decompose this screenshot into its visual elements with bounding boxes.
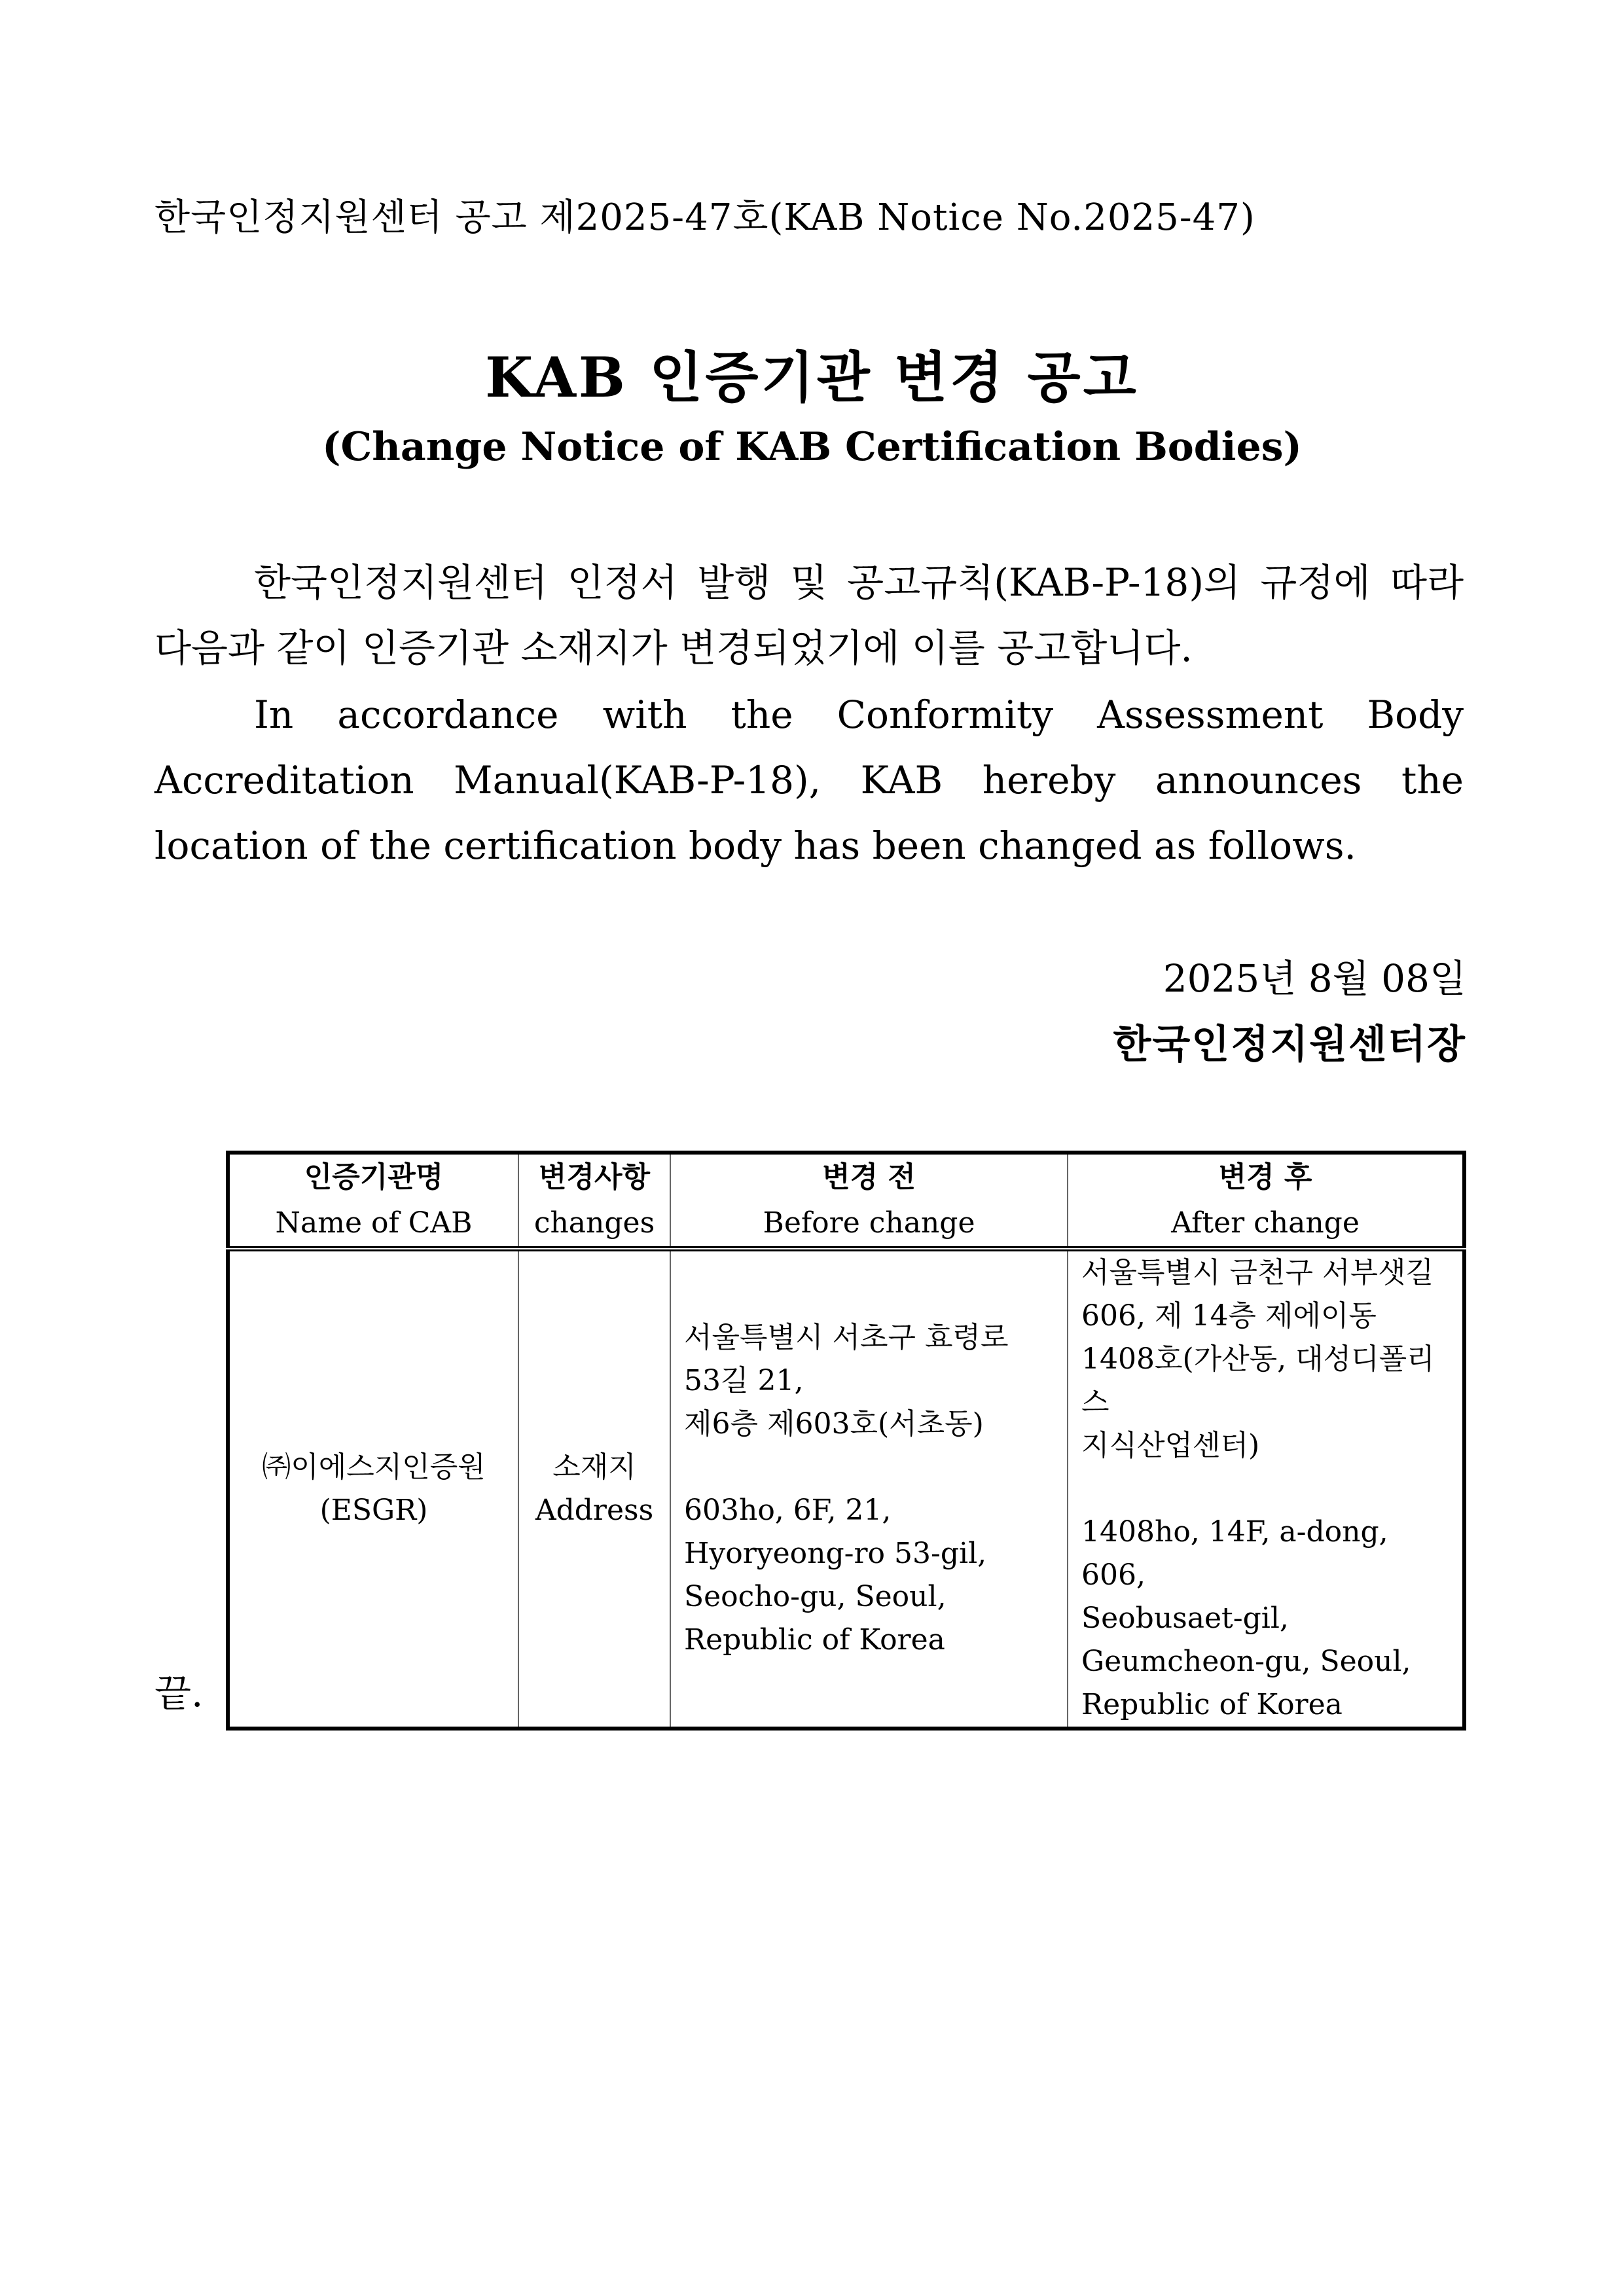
header-changes: 변경사항 changes — [518, 1153, 670, 1249]
change-table — [226, 1151, 1466, 1731]
notice-number: 한국인정지원센터 공고 제2025-47호(KAB Notice No.2025-47) — [154, 196, 1255, 239]
table-row — [228, 1249, 1464, 1729]
english-paragraph-text: In accordance with the Conformity Assessment Body Accreditation Manual(KAB-P-18), KAB hereby announces the location of the certification body has been changed as follows. — [154, 692, 1464, 868]
cell-change-type: 소재지 Address — [518, 1249, 670, 1729]
page-subtitle: (Change Notice of KAB Certification Bodies) — [322, 424, 1302, 470]
english-paragraph — [154, 682, 1464, 878]
header-after: 변경 후 After change — [1068, 1153, 1464, 1249]
korean-paragraph — [154, 550, 1464, 681]
header-before: 변경 전 Before change — [670, 1153, 1068, 1249]
cell-cab-name: ㈜이에스지인증원 (ESGR) — [228, 1249, 518, 1729]
table-header-row — [228, 1153, 1464, 1249]
cell-after-address: 서울특별시 금천구 서부샛길 606, 제 14층 제에이동 1408호(가산동, 대성디폴리스 지식산업센터) 1408ho, 14F, a-dong, 606, Seobusaet-gil, Geumcheon-gu, Seoul, Republic of Korea — [1068, 1249, 1464, 1729]
notice-date: 2025년 8월 08일 — [1163, 956, 1466, 1001]
header-cab-name: 인증기관명 Name of CAB — [228, 1153, 518, 1249]
korean-paragraph-text: 한국인정지원센터 인정서 발행 및 공고규칙(KAB-P-18)의 규정에 따라 다음과 같이 인증기관 소재지가 변경되었기에 이를 공고합니다. — [154, 560, 1464, 670]
issuer-name: 한국인정지원센터장 — [1113, 1022, 1466, 1067]
page-title: KAB 인증기관 변경 공고 — [485, 345, 1139, 410]
cell-before-address: 서울특별시 서초구 효령로 53길 21, 제6층 제603호(서초동) 603ho, 6F, 21, Hyoryeong-ro 53-gil, Seocho-gu, Seoul, Republic of Korea — [670, 1249, 1068, 1729]
end-mark: 끝. — [154, 1671, 204, 1715]
